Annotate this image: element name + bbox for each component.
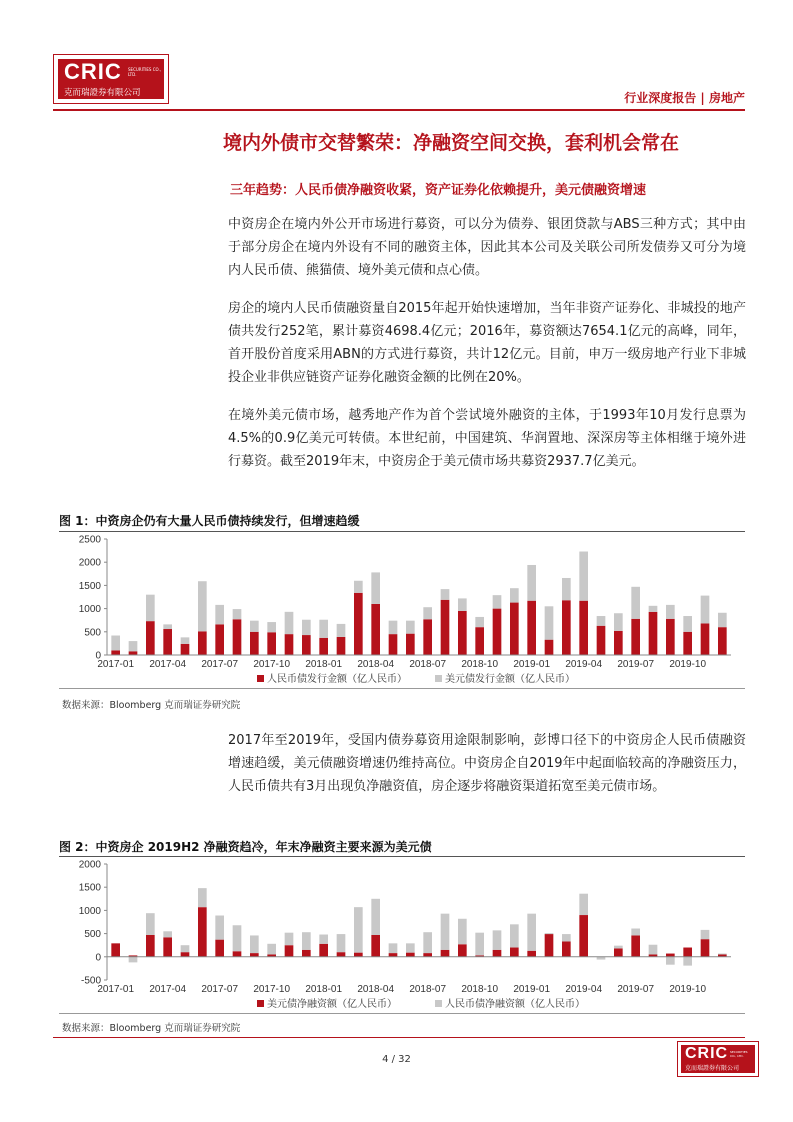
- chart2-series1-bar: [163, 937, 172, 956]
- x-tick-label: 2019-07: [617, 984, 655, 995]
- chart2-series1-bar: [354, 953, 363, 957]
- chart2-series2-bar: [250, 935, 259, 953]
- footer-logo-text: CRIC: [685, 1045, 729, 1062]
- x-tick-label: 2019-01: [513, 659, 551, 670]
- section-subtitle: 三年趋势：人民币债净融资收紧，资产证券化依赖提升，美元债融资增速: [230, 183, 647, 198]
- chart1-series2-bar: [267, 622, 276, 632]
- x-tick-label: 2019-04: [565, 984, 603, 995]
- x-tick-label: 2019-04: [565, 659, 603, 670]
- chart1-series1-bar: [285, 634, 294, 655]
- chart1-series1-bar: [129, 651, 138, 655]
- chart1-series1-bar: [146, 621, 155, 655]
- chart2-series2-bar: [215, 916, 224, 940]
- chart2-series2-bar: [683, 957, 692, 966]
- chart2-series2-bar: [527, 914, 536, 951]
- chart1-series1-bar: [597, 626, 606, 655]
- chart1-series2-bar: [111, 636, 120, 651]
- figure-1-source: 数据来源：Bloomberg 克而瑞证券研究院: [62, 700, 241, 711]
- chart1-series1-bar: [493, 609, 502, 655]
- chart1-series2-bar: [233, 609, 242, 619]
- chart1-series1-bar: [302, 635, 311, 655]
- logo-english-name: SECURITIES CO., LTD.: [128, 67, 162, 77]
- chart1-series2-bar: [198, 581, 207, 631]
- y-tick-label: 1000: [78, 604, 101, 616]
- chart2-series1-bar: [493, 950, 502, 957]
- paragraph-2: 房企的境内人民币债融资量自2015年起开始快速增加，当年非资产证券化、非城投的地产债共发行252笔，累计募资4698.4亿元；2016年，募资额达7654.1亿元的高峰，同年，首开股份首度采用ABN的方式进行募资，共计12亿元。目前，申万一级房地产行业下非城投企业非供应链资产证券化融资金额的比例在20%。: [228, 301, 746, 385]
- chart2-series1-bar: [631, 935, 640, 956]
- chart1-series1-bar: [458, 611, 467, 655]
- footer-logo-chinese-name: 克而瑞證券有限公司: [685, 1065, 740, 1072]
- figure-1-top-rule: [59, 531, 745, 532]
- chart1-series2-bar: [163, 624, 172, 629]
- x-tick-label: 2017-01: [97, 984, 135, 995]
- chart1-series1-bar: [718, 627, 727, 655]
- chart1-series2-bar: [250, 621, 259, 632]
- chart1-series2-bar: [423, 607, 432, 619]
- chart2-series1-bar: [527, 951, 536, 957]
- chart2-series2-bar: [181, 945, 190, 952]
- logo-text: CRIC: [64, 59, 122, 84]
- chart2-series2-bar: [233, 925, 242, 951]
- chart1-series2-bar: [319, 620, 328, 638]
- chart2-series1-bar: [181, 952, 190, 957]
- chart1-series2-bar: [389, 621, 398, 634]
- chart1-series2-bar: [441, 589, 450, 600]
- chart1-series1-bar: [510, 603, 519, 655]
- chart1-series2-bar: [701, 596, 710, 624]
- x-tick-label: 2018-10: [461, 984, 499, 995]
- chart2-series1-bar: [111, 943, 120, 956]
- chart1-series1-bar: [475, 627, 484, 655]
- section-title: 境内外债市交替繁荣：净融资空间交换，套利机会常在: [223, 132, 680, 154]
- chart1-series2-bar: [337, 624, 346, 637]
- chart1-series2-bar: [285, 612, 294, 634]
- chart2-series1-bar: [198, 907, 207, 957]
- chart2-series2-bar: [510, 924, 519, 947]
- chart1-series2-bar: [406, 621, 415, 634]
- chart2-series2-bar: [319, 935, 328, 944]
- chart2-series2-bar: [337, 934, 346, 952]
- footer-logo: [677, 1041, 759, 1077]
- chart2-series1-bar: [701, 939, 710, 957]
- x-tick-label: 2019-01: [513, 984, 551, 995]
- chart2-series2-bar: [441, 914, 450, 950]
- y-tick-label: 2000: [78, 557, 101, 569]
- figure-2-source: 数据来源：Bloomberg 克而瑞证券研究院: [62, 1023, 241, 1034]
- y-tick-label: -500: [80, 975, 101, 987]
- figure-1-title: 图 1：中资房企仍有大量人民币债持续发行，但增速趋缓: [59, 514, 360, 528]
- chart1-series2-bar: [579, 552, 588, 601]
- chart2-series1-bar: [579, 915, 588, 957]
- x-tick-label: 2017-07: [201, 659, 239, 670]
- y-tick-label: 500: [84, 929, 101, 941]
- x-tick-label: 2018-01: [305, 984, 343, 995]
- x-tick-label: 2019-10: [669, 659, 707, 670]
- chart1-series2-bar: [683, 616, 692, 632]
- chart2-series1-bar: [562, 941, 571, 956]
- company-logo: [53, 54, 169, 104]
- chart1-series1-bar: [250, 632, 259, 655]
- chart1-series1-bar: [441, 600, 450, 655]
- chart2-series2-bar: [545, 933, 554, 934]
- chart1-series2-bar: [631, 587, 640, 619]
- chart1-series1-bar: [267, 632, 276, 655]
- chart1-series1-bar: [181, 644, 190, 655]
- chart1-series1-bar: [215, 624, 224, 655]
- figure-2-top-rule: [59, 856, 745, 857]
- chart1-series1-bar: [371, 604, 380, 655]
- chart1-series1-bar: [111, 650, 120, 655]
- chart1-series1-bar: [631, 619, 640, 655]
- chart2-series1-bar: [146, 935, 155, 957]
- chart2-series2-bar: [614, 946, 623, 949]
- chart1-series1-bar: [319, 638, 328, 655]
- x-tick-label: 2017-07: [201, 984, 239, 995]
- chart2-series1-bar: [319, 944, 328, 957]
- chart2-series2-bar: [493, 930, 502, 949]
- chart2-series1-bar: [441, 950, 450, 957]
- chart2-series1-bar: [458, 944, 467, 957]
- chart1-series2-bar: [475, 617, 484, 627]
- y-tick-label: 1000: [78, 905, 101, 917]
- report-category: 行业深度报告 | 房地产: [624, 91, 745, 105]
- chart2-series1-bar: [614, 948, 623, 956]
- chart2-series1-bar: [215, 940, 224, 957]
- x-tick-label: 2018-07: [409, 659, 447, 670]
- y-tick-label: 2000: [78, 859, 101, 871]
- figure-2-title: 图 2：中资房企 2019H2 净融资趋冷，年末净融资主要来源为美元债: [59, 840, 432, 854]
- chart1-series1-bar: [545, 640, 554, 655]
- chart2-series1-bar: [423, 953, 432, 957]
- legend-swatch: [435, 675, 442, 682]
- chart1-series2-bar: [545, 606, 554, 639]
- x-tick-label: 2018-04: [357, 659, 395, 670]
- x-tick-label: 2017-10: [253, 984, 291, 995]
- chart1-series1-bar: [198, 631, 207, 655]
- chart2-series1-bar: [337, 952, 346, 957]
- chart1-series2-bar: [146, 595, 155, 621]
- legend-swatch: [257, 1000, 264, 1007]
- chart2-series2-bar: [423, 932, 432, 953]
- y-tick-label: 2500: [78, 534, 101, 546]
- x-tick-label: 2017-04: [149, 659, 187, 670]
- chart1-series2-bar: [354, 581, 363, 593]
- chart1-series2-bar: [562, 578, 571, 600]
- legend-label: 美元债发行金额（亿人民币）: [445, 674, 575, 685]
- y-tick-label: 1500: [78, 882, 101, 894]
- chart2-series2-bar: [701, 930, 710, 939]
- x-tick-label: 2018-04: [357, 984, 395, 995]
- chart2-series2-bar: [146, 913, 155, 935]
- y-tick-label: 0: [95, 952, 101, 964]
- page-number: 4 / 32: [382, 1054, 411, 1065]
- chart1-series1-bar: [354, 593, 363, 655]
- chart1-series1-bar: [701, 623, 710, 655]
- chart1-series1-bar: [649, 612, 658, 655]
- chart2-series2-bar: [163, 931, 172, 937]
- y-tick-label: 0: [95, 650, 101, 662]
- chart1-series1-bar: [406, 634, 415, 655]
- chart1-series2-bar: [649, 606, 658, 612]
- figure-1-chart: [59, 533, 745, 685]
- y-tick-label: 1500: [78, 580, 101, 592]
- chart2-series1-bar: [389, 953, 398, 957]
- chart1-series2-bar: [302, 620, 311, 635]
- chart2-series2-bar: [579, 894, 588, 915]
- x-tick-label: 2018-01: [305, 659, 343, 670]
- chart1-series1-bar: [527, 601, 536, 655]
- chart2-series2-bar: [631, 928, 640, 935]
- chart1-series2-bar: [493, 595, 502, 608]
- chart2-series2-bar: [389, 943, 398, 953]
- chart1-series1-bar: [389, 634, 398, 655]
- paragraph-1: 中资房企在境内外公开市场进行募资，可以分为债券、银团贷款与ABS三种方式；其中由于部分房企在境内外设有不同的融资主体，因此其本公司及关联公司所发债券又可分为境内人民币债、熊猫债、境外美元债和点心债。: [228, 217, 746, 278]
- footer-divider: [53, 1037, 745, 1038]
- chart2-series2-bar: [267, 944, 276, 955]
- chart2-series2-bar: [354, 907, 363, 952]
- chart2-series2-bar: [129, 957, 138, 963]
- legend-label: 人民币债净融资额（亿人民币）: [445, 999, 585, 1010]
- y-tick-label: 500: [84, 627, 101, 639]
- chart1-series1-bar: [666, 619, 675, 655]
- chart1-series2-bar: [614, 613, 623, 631]
- x-tick-label: 2019-10: [669, 984, 707, 995]
- chart2-series2-bar: [562, 934, 571, 941]
- chart1-series1-bar: [683, 632, 692, 655]
- chart2-series2-bar: [285, 933, 294, 946]
- paragraph-3: 在境外美元债市场，越秀地产作为首个尝试境外融资的主体，于1993年10月发行息票为4.5%的0.9亿美元可转债。本世纪前，中国建筑、华润置地、深深房等主体相继于境外进行募资。截至2019年末，中资房企于美元债市场共募资2937.7亿美元。: [228, 408, 746, 469]
- chart1-series2-bar: [597, 616, 606, 626]
- chart1-series2-bar: [458, 598, 467, 611]
- paragraph-4: 2017年至2019年，受国内债券募资用途限制影响，彭博口径下的中资房企人民币债融资增速趋缓，美元债融资增速仍维持高位。中资房企自2019年中起面临较高的净融资压力，人民币债共有3月出现负净融资值，房企逐步将融资渠道拓宽至美元债市场。: [228, 733, 746, 794]
- chart2-series2-bar: [718, 954, 727, 955]
- footer-logo-english-name: SECURITIES CO., LTD.: [730, 1050, 748, 1058]
- x-tick-label: 2018-07: [409, 984, 447, 995]
- chart2-series1-bar: [545, 934, 554, 957]
- chart1-series2-bar: [718, 613, 727, 627]
- legend-swatch: [435, 1000, 442, 1007]
- chart2-series2-bar: [371, 899, 380, 935]
- chart2-series2-bar: [649, 945, 658, 955]
- chart2-series1-bar: [233, 951, 242, 957]
- x-tick-label: 2017-10: [253, 659, 291, 670]
- legend-label: 美元债净融资额（亿人民币）: [267, 999, 397, 1010]
- legend-swatch: [257, 675, 264, 682]
- chart1-series1-bar: [163, 629, 172, 655]
- chart1-series2-bar: [527, 565, 536, 601]
- chart2-series2-bar: [302, 932, 311, 950]
- chart2-series1-bar: [406, 953, 415, 957]
- chart1-series1-bar: [579, 601, 588, 655]
- figure-2-chart: [59, 858, 745, 1010]
- chart2-series1-bar: [250, 953, 259, 957]
- chart1-series1-bar: [423, 619, 432, 655]
- x-tick-label: 2018-10: [461, 659, 499, 670]
- chart2-series1-bar: [371, 935, 380, 957]
- legend-label: 人民币债发行金额（亿人民币）: [267, 674, 407, 685]
- chart1-series2-bar: [371, 572, 380, 604]
- chart1-series1-bar: [337, 637, 346, 655]
- chart2-series1-bar: [683, 948, 692, 957]
- chart1-series2-bar: [181, 637, 190, 643]
- chart1-series2-bar: [666, 605, 675, 619]
- chart1-series1-bar: [233, 619, 242, 655]
- chart1-series2-bar: [510, 588, 519, 602]
- figure-1-bottom-rule: [59, 688, 745, 689]
- chart1-series1-bar: [614, 631, 623, 655]
- logo-chinese-name: 克而瑞證券有限公司: [64, 88, 141, 98]
- chart2-series1-bar: [510, 948, 519, 957]
- header-divider: [53, 109, 745, 111]
- chart2-series2-bar: [458, 919, 467, 945]
- chart2-series2-bar: [406, 943, 415, 952]
- chart2-series1-bar: [285, 945, 294, 957]
- chart2-series2-bar: [198, 888, 207, 907]
- chart2-series2-bar: [475, 933, 484, 956]
- chart1-series1-bar: [562, 600, 571, 655]
- x-tick-label: 2017-01: [97, 659, 135, 670]
- x-tick-label: 2017-04: [149, 984, 187, 995]
- x-tick-label: 2019-07: [617, 659, 655, 670]
- chart2-series2-bar: [666, 957, 675, 965]
- chart1-series2-bar: [215, 605, 224, 624]
- figure-2-bottom-rule: [59, 1013, 745, 1014]
- chart1-series2-bar: [129, 641, 138, 651]
- chart2-series1-bar: [302, 950, 311, 957]
